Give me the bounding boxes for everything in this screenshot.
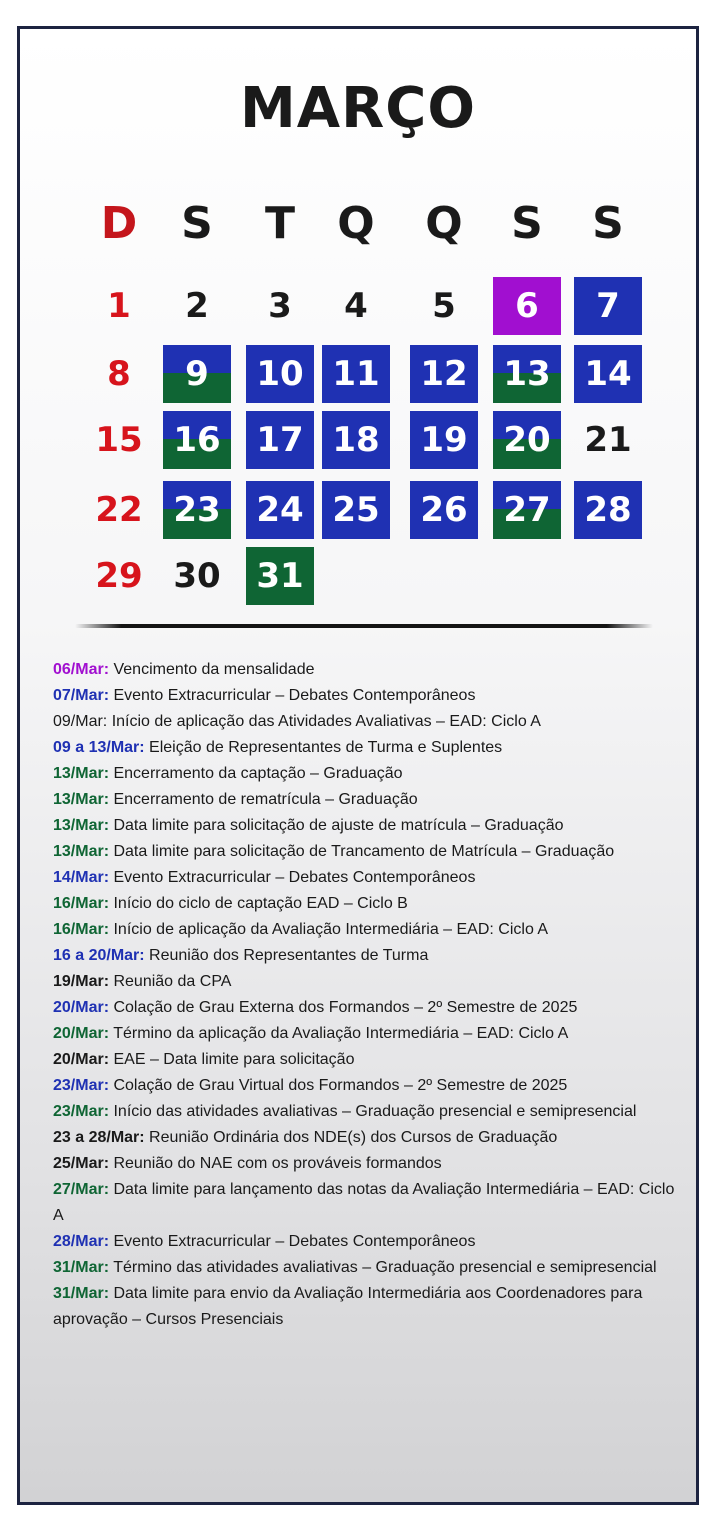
event-item <box>53 1073 683 1099</box>
day-cell: 6 <box>493 277 561 335</box>
event-item <box>53 839 683 865</box>
event-item <box>53 969 683 995</box>
event-item <box>53 1021 683 1047</box>
event-description: Evento Extracurricular – Debates Contemporâneos <box>109 1233 476 1250</box>
day-cell: 13 <box>493 345 561 403</box>
day-cell: 5 <box>432 286 456 326</box>
event-date: 09 a 13/Mar: <box>53 739 145 756</box>
day-cell: 4 <box>344 286 368 326</box>
event-item <box>53 1281 683 1333</box>
event-date: 16 a 20/Mar: <box>53 947 145 964</box>
event-description: Início de aplicação da Avaliação Intermediária – EAD: Ciclo A <box>109 921 549 938</box>
day-cell: 30 <box>173 556 221 596</box>
event-date: 20/Mar: <box>53 999 110 1016</box>
month-title: MARÇO <box>240 76 476 141</box>
event-description: Colação de Grau Virtual dos Formandos – 2º Semestre de 2025 <box>109 1077 568 1094</box>
weekday-label: S <box>511 198 543 249</box>
calendar-card <box>17 26 699 1505</box>
event-date: 23/Mar: <box>53 1077 110 1094</box>
day-cell: 19 <box>410 411 478 469</box>
event-date: 13/Mar: <box>53 843 110 860</box>
event-description: Evento Extracurricular – Debates Contemporâneos <box>109 687 476 704</box>
event-item <box>53 1177 683 1229</box>
event-item <box>53 995 683 1021</box>
event-description: Término da aplicação da Avaliação Intermediária – EAD: Ciclo A <box>109 1025 569 1042</box>
event-description: Colação de Grau Externa dos Formandos – 2º Semestre de 2025 <box>109 999 578 1016</box>
event-description: Término das atividades avaliativas – Graduação presencial e semipresencial <box>109 1259 657 1276</box>
event-date: 23 a 28/Mar: <box>53 1129 145 1146</box>
day-cell: 23 <box>163 481 231 539</box>
day-cell: 11 <box>322 345 390 403</box>
event-description: Reunião do NAE com os prováveis formandos <box>109 1155 442 1172</box>
event-date: 27/Mar: <box>53 1181 110 1198</box>
event-description: Data limite para solicitação de Trancamento de Matrícula – Graduação <box>109 843 615 860</box>
day-cell: 16 <box>163 411 231 469</box>
event-item <box>53 787 683 813</box>
day-cell: 29 <box>95 556 143 596</box>
day-cell: 26 <box>410 481 478 539</box>
event-item <box>53 657 683 683</box>
event-date: 31/Mar: <box>53 1285 110 1302</box>
event-description: Reunião Ordinária dos NDE(s) dos Cursos de Graduação <box>144 1129 558 1146</box>
event-description: Encerramento da captação – Graduação <box>109 765 403 782</box>
event-date: 13/Mar: <box>53 817 110 834</box>
event-item <box>53 865 683 891</box>
event-date: 23/Mar: <box>53 1103 110 1120</box>
event-date: 07/Mar: <box>53 687 110 704</box>
event-date: 16/Mar: <box>53 921 110 938</box>
day-cell: 1 <box>107 286 131 326</box>
event-date: 28/Mar: <box>53 1233 110 1250</box>
weekday-label: Q <box>337 198 375 249</box>
event-description: EAE – Data limite para solicitação <box>109 1051 355 1068</box>
day-cell: 31 <box>246 547 314 605</box>
event-date: 16/Mar: <box>53 895 110 912</box>
event-description: Início de aplicação das Atividades Avaliativas – EAD: Ciclo A <box>107 713 541 730</box>
day-cell: 21 <box>584 420 632 460</box>
event-date: 19/Mar: <box>53 973 110 990</box>
event-item <box>53 735 683 761</box>
day-cell: 27 <box>493 481 561 539</box>
day-cell: 24 <box>246 481 314 539</box>
event-date: 31/Mar: <box>53 1259 110 1276</box>
event-item <box>53 1255 683 1281</box>
day-cell: 10 <box>246 345 314 403</box>
event-date: 13/Mar: <box>53 791 110 808</box>
event-item <box>53 1229 683 1255</box>
event-date: 20/Mar: <box>53 1025 110 1042</box>
day-cell: 25 <box>322 481 390 539</box>
event-description: Vencimento da mensalidade <box>109 661 315 678</box>
day-cell: 8 <box>107 354 131 394</box>
day-cell: 3 <box>268 286 292 326</box>
event-date: 06/Mar: <box>53 661 110 678</box>
weekday-label: S <box>181 198 213 249</box>
event-description: Data limite para lançamento das notas da Avaliação Intermediária – EAD: Ciclo A <box>53 1181 675 1224</box>
event-date: 13/Mar: <box>53 765 110 782</box>
event-item <box>53 683 683 709</box>
day-cell: 22 <box>95 490 143 530</box>
weekday-label: D <box>100 198 138 249</box>
event-item <box>53 761 683 787</box>
event-item <box>53 891 683 917</box>
day-cell: 15 <box>95 420 143 460</box>
day-cell: 28 <box>574 481 642 539</box>
day-cell: 2 <box>185 286 209 326</box>
day-cell: 9 <box>163 345 231 403</box>
event-item <box>53 1099 683 1125</box>
weekday-label: T <box>264 198 295 249</box>
divider <box>75 624 653 628</box>
event-description: Data limite para solicitação de ajuste de matrícula – Graduação <box>109 817 564 834</box>
event-description: Início das atividades avaliativas – Graduação presencial e semipresencial <box>109 1103 637 1120</box>
weekday-label: Q <box>425 198 463 249</box>
event-description: Reunião da CPA <box>109 973 232 990</box>
day-cell: 14 <box>574 345 642 403</box>
event-list <box>53 657 683 1333</box>
day-cell: 17 <box>246 411 314 469</box>
event-item <box>53 1047 683 1073</box>
event-item <box>53 1151 683 1177</box>
event-description: Encerramento de rematrícula – Graduação <box>109 791 418 808</box>
day-cell: 20 <box>493 411 561 469</box>
weekday-label: S <box>592 198 624 249</box>
event-item <box>53 1125 683 1151</box>
day-cell: 7 <box>574 277 642 335</box>
event-date: 20/Mar: <box>53 1051 110 1068</box>
event-description: Evento Extracurricular – Debates Contemporâneos <box>109 869 476 886</box>
event-item <box>53 943 683 969</box>
event-item <box>53 917 683 943</box>
event-item <box>53 709 683 735</box>
event-description: Início do ciclo de captação EAD – Ciclo B <box>109 895 408 912</box>
event-description: Eleição de Representantes de Turma e Suplentes <box>144 739 503 756</box>
event-description: Data limite para envio da Avaliação Intermediária aos Coordenadores para aprovação – Cursos Presenciais <box>53 1285 643 1328</box>
event-date: 25/Mar: <box>53 1155 110 1172</box>
event-item <box>53 813 683 839</box>
day-cell: 12 <box>410 345 478 403</box>
event-date: 09/Mar: <box>53 713 108 730</box>
day-cell: 18 <box>322 411 390 469</box>
event-date: 14/Mar: <box>53 869 110 886</box>
event-description: Reunião dos Representantes de Turma <box>144 947 429 964</box>
